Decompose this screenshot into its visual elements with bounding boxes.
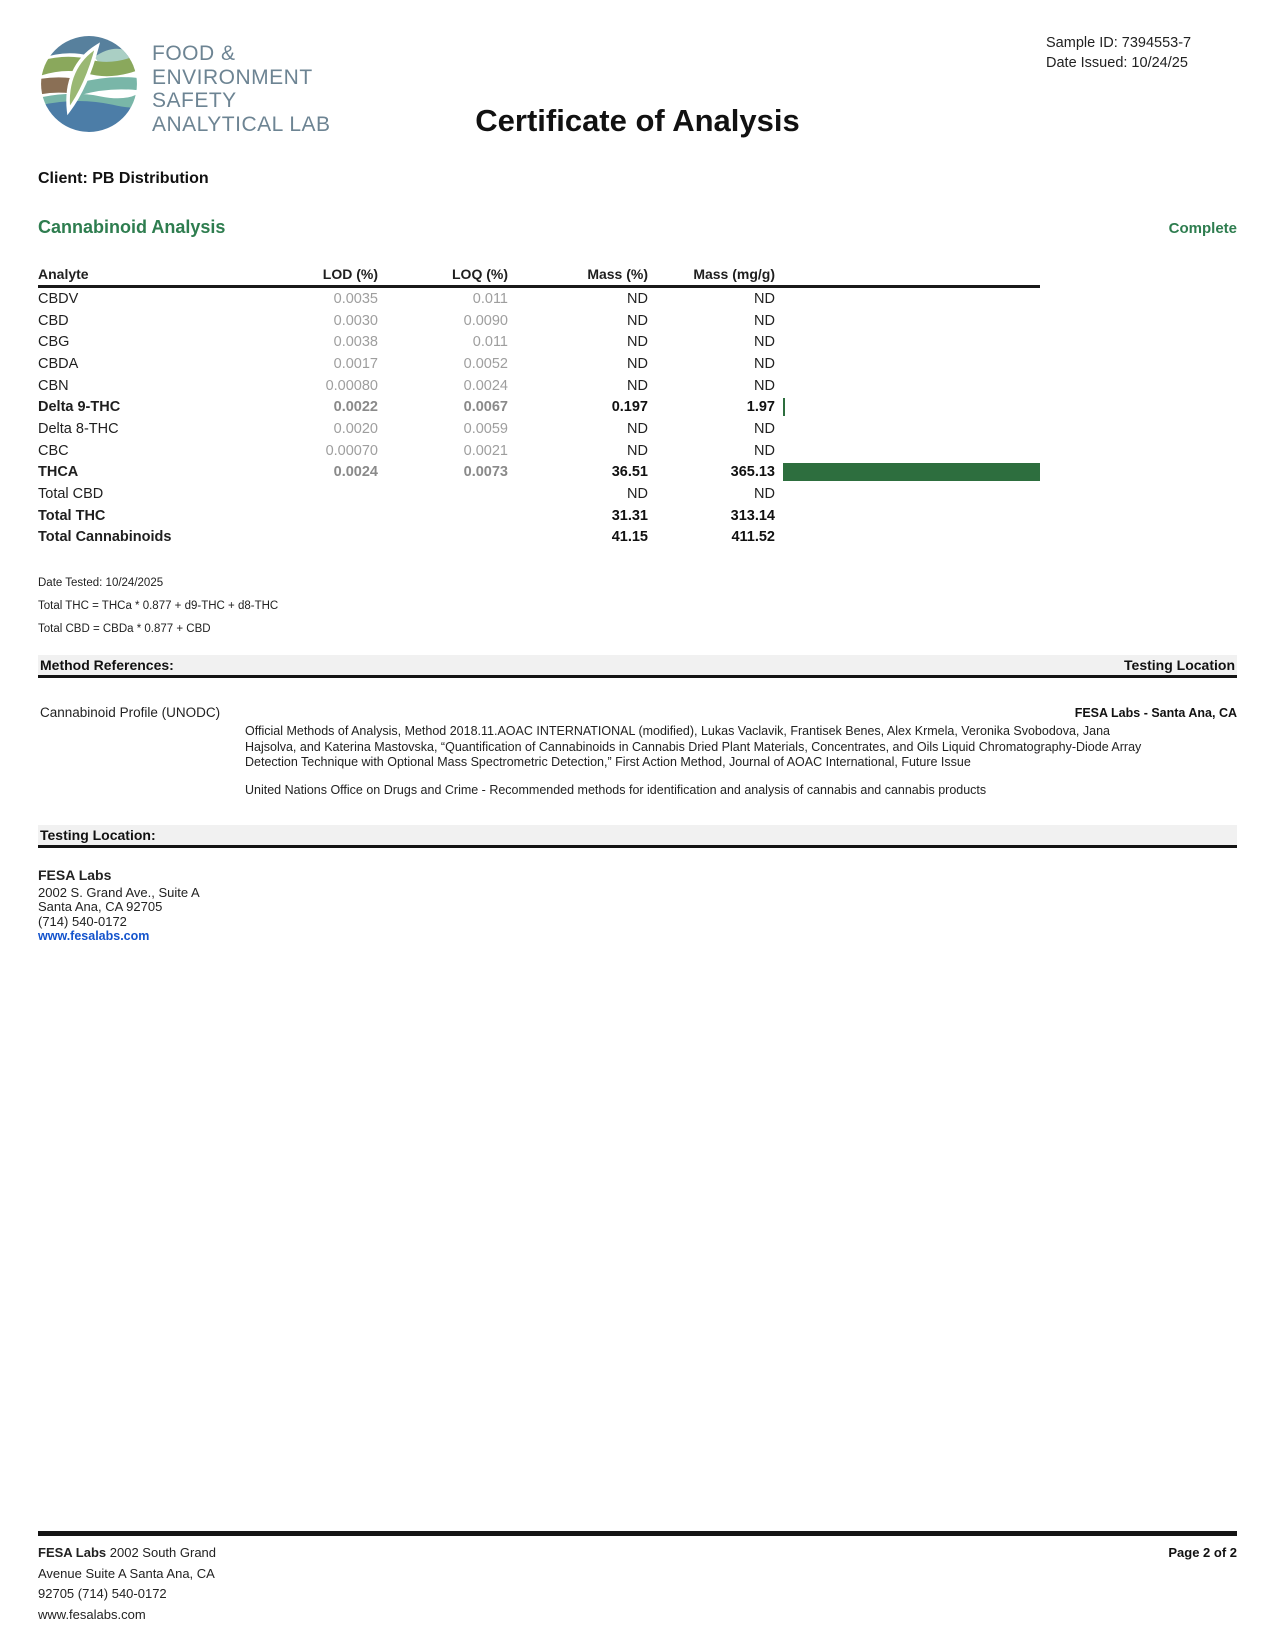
table-row: [38, 440, 1040, 462]
cell-mass-mgg: ND: [754, 355, 775, 372]
cell-loq: 0.011: [472, 334, 508, 351]
cell-mass-pct: ND: [627, 486, 648, 503]
cell-mass-pct: ND: [627, 420, 648, 437]
cell-loq: 0.0073: [463, 464, 508, 481]
cell-mass-mgg: 365.13: [730, 464, 775, 481]
cell-lod: 0.0017: [333, 355, 378, 372]
lab-address-1: 2002 S. Grand Ave., Suite A: [38, 884, 200, 900]
footer-address-rest: 2002 South Grand: [106, 1545, 217, 1560]
footer-line-3: 92705 (714) 540-0172: [38, 1586, 167, 1601]
column-header-mass-pct: Mass (%): [587, 265, 648, 282]
cell-mass-mgg: ND: [754, 420, 775, 437]
method-location: FESA Labs - Santa Ana, CA: [1074, 706, 1237, 720]
table-row: [38, 353, 1040, 375]
method-references-bar: [38, 655, 1237, 678]
footer-website: www.fesalabs.com: [38, 1606, 146, 1622]
cannabinoid-table: [38, 262, 1040, 548]
cell-analyte: Total Cannabinoids: [38, 529, 172, 546]
sample-meta: [1046, 34, 1191, 73]
client-line: Client: PB Distribution: [38, 170, 209, 187]
method-profile: Cannabinoid Profile (UNODC): [40, 705, 221, 720]
method-references-label: Method References:: [40, 657, 174, 673]
lab-phone: (714) 540-0172: [38, 913, 127, 929]
testing-location-label: Testing Location: [1124, 657, 1235, 673]
cell-mass-pct: 31.31: [611, 507, 648, 524]
column-header-lod: LOD (%): [322, 265, 378, 282]
table-row: [38, 527, 1040, 549]
table-row: [38, 483, 1040, 505]
cell-analyte: CBDA: [38, 355, 79, 372]
cell-lod: 0.0024: [333, 464, 378, 481]
testing-location-title: Testing Location:: [40, 827, 156, 843]
lab-website-link[interactable]: www.fesalabs.com: [38, 929, 150, 943]
cell-mass-mgg: ND: [754, 312, 775, 329]
cell-loq: 0.0052: [463, 355, 508, 372]
cell-analyte: CBD: [38, 312, 69, 329]
column-header-analyte: Analyte: [38, 265, 89, 282]
cell-mass-mgg: 1.97: [746, 399, 775, 416]
cell-analyte: CBDV: [38, 290, 79, 307]
cell-mass-pct: ND: [627, 312, 648, 329]
cell-mass-mgg: ND: [754, 290, 775, 307]
analysis-section-head: [38, 217, 1237, 238]
table-row: [38, 288, 1040, 310]
footer-lab-name: FESA Labs: [38, 1545, 107, 1560]
cell-loq: 0.0059: [463, 420, 508, 437]
mass-bar: [783, 398, 785, 416]
cbd-formula: Total CBD = CBDa * 0.877 + CBD: [38, 623, 211, 635]
cell-mass-mgg: ND: [754, 486, 775, 503]
cell-mass-pct: 41.15: [611, 529, 648, 546]
cell-lod: 0.0035: [333, 290, 378, 307]
table-row: [38, 310, 1040, 332]
cell-loq: 0.0024: [463, 377, 508, 394]
logo-line: ENVIRONMENT: [152, 65, 313, 89]
table-row: [38, 462, 1040, 484]
cell-lod: 0.0022: [333, 399, 378, 416]
cell-mass-mgg: ND: [754, 442, 775, 459]
footer-page-number: Page 2 of 2: [1168, 1545, 1237, 1560]
cell-analyte: CBC: [38, 442, 69, 459]
cell-loq: 0.0021: [463, 442, 508, 459]
table-header-row: [38, 262, 1040, 288]
table-row: [38, 375, 1040, 397]
cell-mass-pct: 36.51: [611, 464, 648, 481]
cell-loq: 0.011: [472, 290, 508, 307]
method-reference-1: Official Methods of Analysis, Method 2018.11.AOAC INTERNATIONAL (modified), Lukas Vaclavik, Frantisek Benes, Alex Krmela, Veronika Svobodova, Jana Hajsolva, and Katerina Mastovska, “Quantification of Cannabinoids in Cannabis Dried Plant Materials, Concentrates, and Oils Liquid Chromatography-Diode Array Detection Technique with Optional Mass Spectrometric Detection,” First Action Method, Journal of AOAC International, Future Issue: [245, 724, 1142, 769]
section-title: Cannabinoid Analysis: [38, 217, 226, 237]
cell-lod: 0.00080: [325, 377, 378, 394]
cell-lod: 0.0030: [333, 312, 378, 329]
method-reference-2: United Nations Office on Drugs and Crime - Recommended methods for identification and analysis of cannabis and cannabis products: [245, 783, 987, 797]
column-header-loq: LOQ (%): [452, 265, 508, 282]
lab-name: FESA Labs: [38, 867, 112, 883]
testing-lab-block: [38, 868, 200, 944]
footer-divider: [38, 1531, 1237, 1536]
cell-analyte: Total THC: [38, 507, 106, 524]
cell-lod: 0.0020: [333, 420, 378, 437]
cell-lod: 0.00070: [325, 442, 378, 459]
cell-loq: 0.0090: [463, 312, 508, 329]
cell-analyte: Delta 8-THC: [38, 420, 119, 437]
cell-analyte: CBG: [38, 334, 70, 351]
cell-analyte: Delta 9-THC: [38, 399, 121, 416]
cell-loq: 0.0067: [463, 399, 508, 416]
cell-mass-mgg: 313.14: [730, 507, 775, 524]
table-row: [38, 396, 1040, 418]
table-row: [38, 505, 1040, 527]
cell-mass-mgg: 411.52: [731, 529, 775, 546]
cell-mass-mgg: ND: [754, 334, 775, 351]
lab-address-2: Santa Ana, CA 92705: [38, 899, 163, 914]
cell-mass-pct: ND: [627, 290, 648, 307]
cell-mass-pct: ND: [627, 377, 648, 394]
date-issued: Date Issued: 10/24/25: [1046, 54, 1188, 71]
testing-location-bar: [38, 825, 1237, 848]
logo-line: SAFETY: [152, 89, 237, 112]
cell-mass-mgg: ND: [754, 377, 775, 394]
cell-analyte: CBN: [38, 377, 69, 394]
logo-line: FOOD &: [152, 42, 236, 65]
cell-analyte: THCA: [38, 464, 79, 481]
cell-mass-pct: ND: [627, 334, 648, 351]
sample-id: Sample ID: 7394553-7: [1046, 35, 1192, 51]
analysis-notes: [38, 572, 278, 641]
date-tested: Date Tested: 10/24/2025: [38, 577, 164, 589]
cell-lod: 0.0038: [333, 334, 378, 351]
cell-mass-pct: 0.197: [611, 399, 648, 416]
cell-analyte: Total CBD: [38, 486, 104, 503]
table-row: [38, 331, 1040, 353]
table-row: [38, 418, 1040, 440]
mass-bar: [783, 463, 1040, 481]
status-badge: Complete: [1168, 220, 1237, 237]
column-header-mass-mgg: Mass (mg/g): [693, 265, 775, 282]
logo-line: ANALYTICAL LAB: [152, 112, 331, 136]
page-title: Certificate of Analysis: [475, 103, 800, 138]
footer-line-2: Avenue Suite A Santa Ana, CA: [38, 1565, 215, 1581]
cell-mass-pct: ND: [627, 442, 648, 459]
cell-mass-pct: ND: [627, 355, 648, 372]
thc-formula: Total THC = THCa * 0.877 + d9-THC + d8-THC: [38, 600, 279, 612]
